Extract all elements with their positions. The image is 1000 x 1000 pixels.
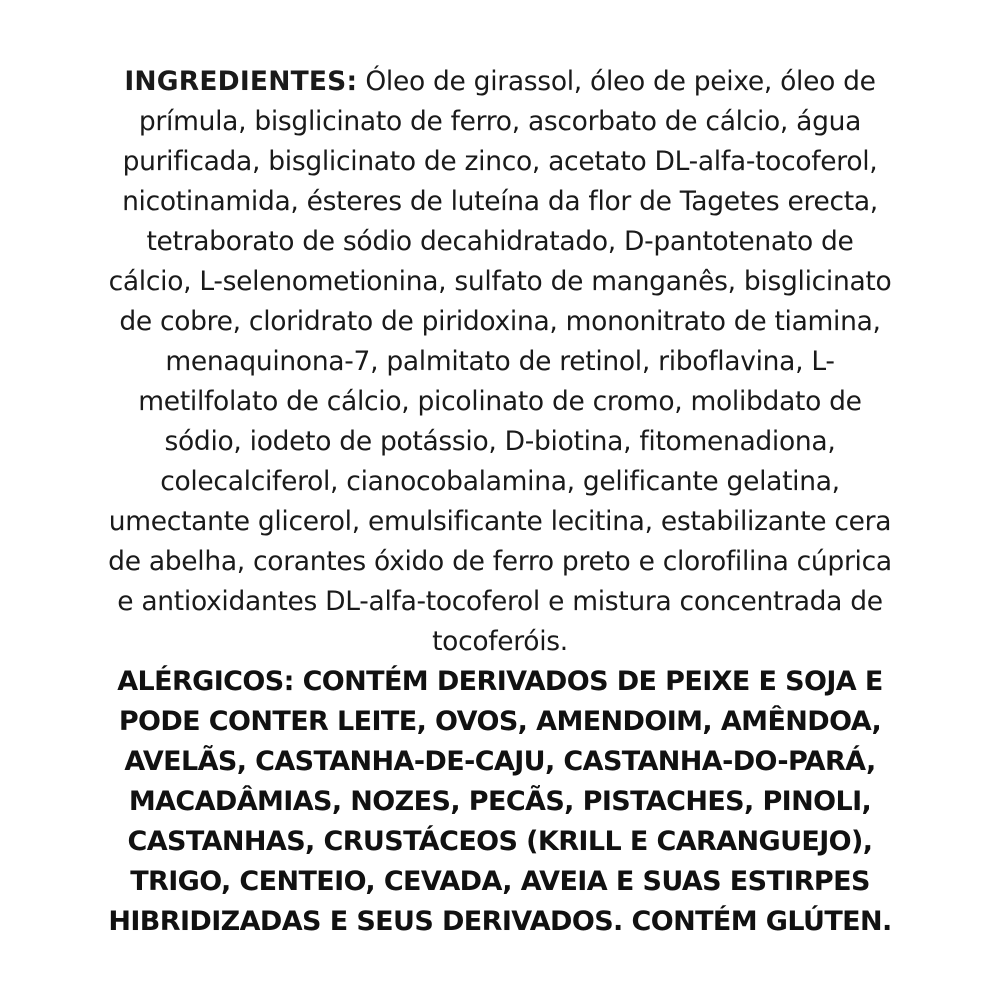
label-text-block — [104, 62, 896, 942]
ingredients-paragraph — [104, 62, 896, 662]
allergens-paragraph: ALÉRGICOS: CONTÉM DERIVADOS DE PEIXE E SOJA E PODE CONTER LEITE, OVOS, AMENDOIM, AMÊNDOA, AVELÃS, CASTANHA-DE-CAJU, CASTANHA-DO-PARÁ, MACADÂMIAS, NOZES, PECÃS, PISTACHES, PINOLI, CASTANHAS, CRUSTÁCEOS (KRILL E CARANGUEJO), TRIGO, CENTEIO, CEVADA, AVEIA E SUAS ESTIRPES HIBRIDIZADAS E SEUS DERIVADOS. CONTÉM GLÚTEN. — [108, 666, 892, 937]
ingredients-heading: INGREDIENTES: — [124, 66, 358, 97]
ingredients-list: Óleo de girassol, óleo de peixe, óleo de prímula, bisglicinato de ferro, ascorbato de cálcio, água purificada, bisglicinato de zinco, acetato DL-alfa-tocoferol, nicotinamida, ésteres de luteína da flor de Tagetes erecta, tetraborato de sódio decahidratado, D-pantotenato de cálcio, L-selenometionina, sulfato de manganês, bisglicinato de cobre, cloridrato de piridoxina, mononitrato de tiamina, menaquinona-7, palmitato de retinol, riboflavina, L-metilfolato de cálcio, picolinato de cromo, molibdato de sódio, iodeto de potássio, D-biotina, fitomenadiona, colecalciferol, cianocobalamina, gelificante gelatina, umectante glicerol, emulsificante lecitina, estabilizante cera de abelha, corantes óxido de ferro preto e clorofilina cúprica e antioxidantes DL-alfa-tocoferol e mistura concentrada de tocoferóis. — [108, 66, 892, 657]
